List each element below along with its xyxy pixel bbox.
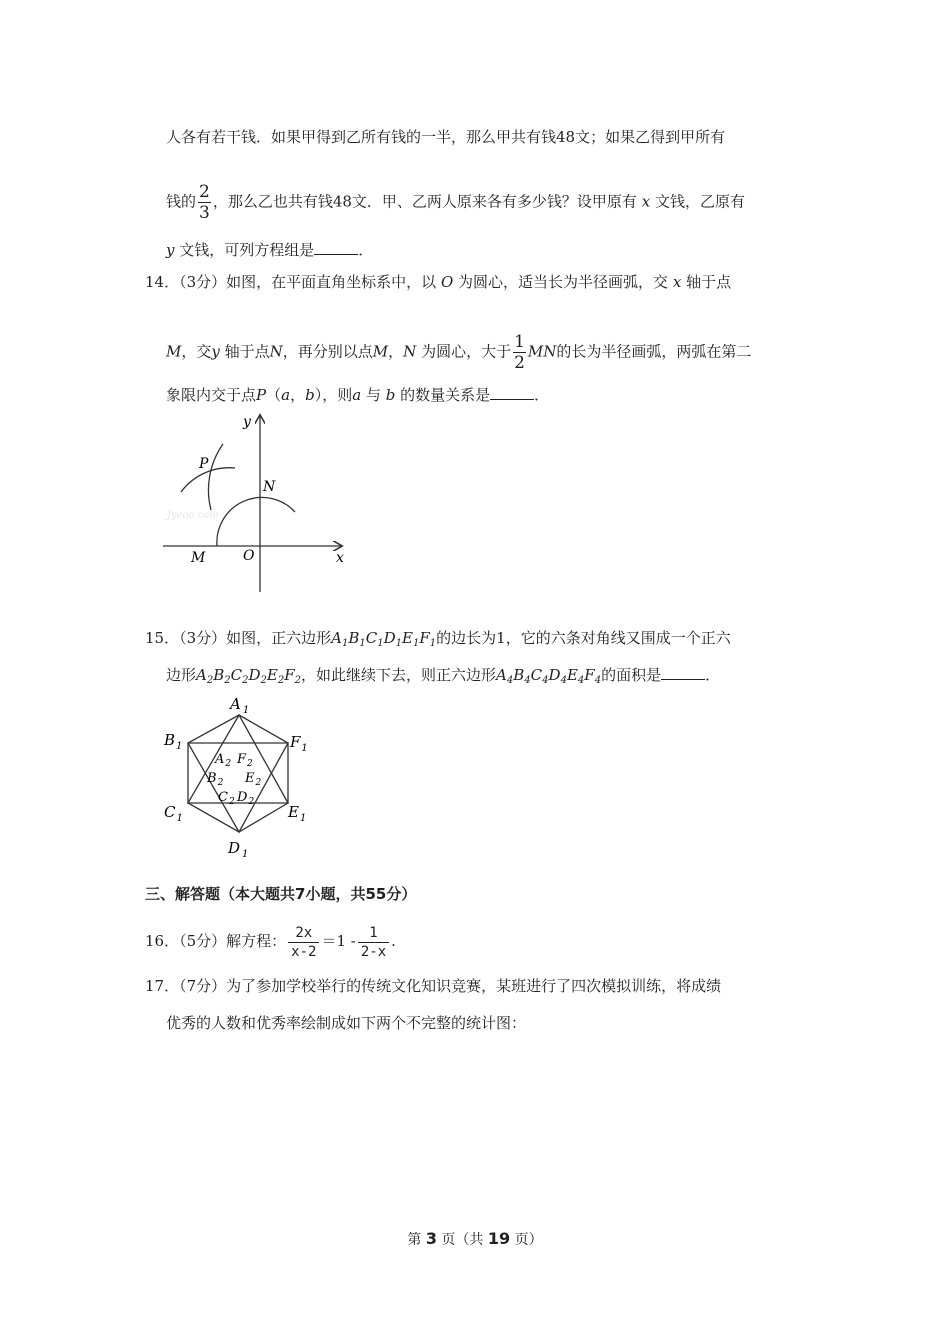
fraction-1-over-2-x: $\frac{1}{2-x}$ — [358, 924, 389, 961]
arc-from-n — [208, 444, 223, 510]
q15-line-2: 边形$A_2B_2C_2D_2E_2F_2$，如此继续下去，则正六边形$A_4B_4C_4D_4E_4F_4$的面积是 ． — [166, 666, 721, 686]
hexagon-1-name: $A_1B_1C_1D_1E_1F_1$ — [331, 629, 437, 649]
label-n: N — [263, 479, 276, 495]
page-number: 3 — [425, 1229, 437, 1248]
hexagon-4-name: $A_4B_4C_4D_4E_4F_4$ — [496, 666, 602, 686]
label-c1: $C_1$ — [164, 803, 183, 824]
label-b2: $B_2$ — [207, 771, 224, 788]
label-y: y — [243, 414, 251, 430]
label-m: M — [191, 550, 206, 566]
label-c2: $C_2$ — [218, 790, 235, 807]
label-d2: $D_2$ — [237, 790, 255, 807]
q14-line-1: 14．（3分）如图，在平面直角坐标系中，以 O 为圆心，适当长为半径画弧，交 x 轴于点 — [145, 273, 732, 291]
label-p: P — [199, 456, 209, 472]
outer-hexagon — [188, 715, 288, 832]
fraction-one-half: $\frac{1}{2}$ — [514, 332, 525, 373]
label-a1: A $_1$ — [230, 695, 250, 716]
label-f2: $F_2$ — [237, 752, 253, 769]
answer-blank[interactable] — [661, 666, 705, 680]
q17-line-1: 17．（7分）为了参加学校举行的传统文化知识竞赛，某班进行了四次模拟训练，将成绩 — [145, 977, 722, 995]
answer-blank[interactable] — [490, 386, 534, 400]
label-o: O — [243, 548, 255, 564]
fraction-two-thirds: $\frac{2}{3}$ — [199, 182, 210, 223]
label-d1: D $_1$ — [228, 839, 249, 860]
q13-line-3: y 文钱，可列方程组是 ． — [166, 241, 374, 259]
watermark: Jyeoo.com — [167, 510, 219, 521]
q15-hexagon-figure — [160, 695, 320, 865]
q13-line-2: 钱的 $\frac{2}{3}$ ，那么乙也共有钱48文．甲、乙两人原来各有多少钱？设甲原有 x 文钱，乙原有 — [166, 182, 745, 223]
label-e1: $E_1$ — [288, 803, 307, 824]
label-e2: $E_2$ — [245, 771, 262, 788]
answer-blank[interactable] — [314, 241, 358, 255]
label-b1: $B_1$ — [164, 731, 183, 752]
q16-line: 16．（5分）解方程： $\frac{2x}{x-2}$ ＝1 - $\frac{1}{2-x}$ . — [145, 924, 396, 960]
q14-line-3: 象限内交于点P（a，b），则a 与 b 的数量关系是 ． — [166, 386, 550, 404]
q14-line-2: M，交y 轴于点N，再分别以点M，N 为圆心，大于 $\frac{1}{2}$ MN的长为半径画弧，两弧在第二 — [166, 332, 752, 373]
page-total: 19 — [487, 1229, 511, 1248]
section-title: 三、解答题（本大题共7小题，共55分） — [145, 885, 417, 903]
page-footer: 第 3 页（共 19 页） — [407, 1229, 543, 1248]
q14-coordinate-figure — [155, 410, 355, 600]
hexagon-2-name: $A_2B_2C_2D_2E_2F_2$ — [196, 666, 302, 686]
q17-line-2: 优秀的人数和优秀率绘制成如下两个不完整的统计图： — [166, 1014, 527, 1032]
label-x: x — [336, 550, 344, 566]
fraction-2x-over-x-2: $\frac{2x}{x-2}$ — [288, 924, 319, 961]
q15-line-1: 15．（3分）如图，正六边形$A_1B_1C_1D_1E_1F_1$的边长为1，它的六条对角线又围成一个正六 — [145, 629, 731, 649]
label-a2: $A_2$ — [215, 752, 232, 769]
q13-line-1: 人各有若干钱．如果甲得到乙所有钱的一半，那么甲共有钱48文；如果乙得到甲所有 — [166, 128, 726, 146]
label-f1: $F_1$ — [290, 733, 308, 754]
arc-center-o — [217, 497, 295, 546]
